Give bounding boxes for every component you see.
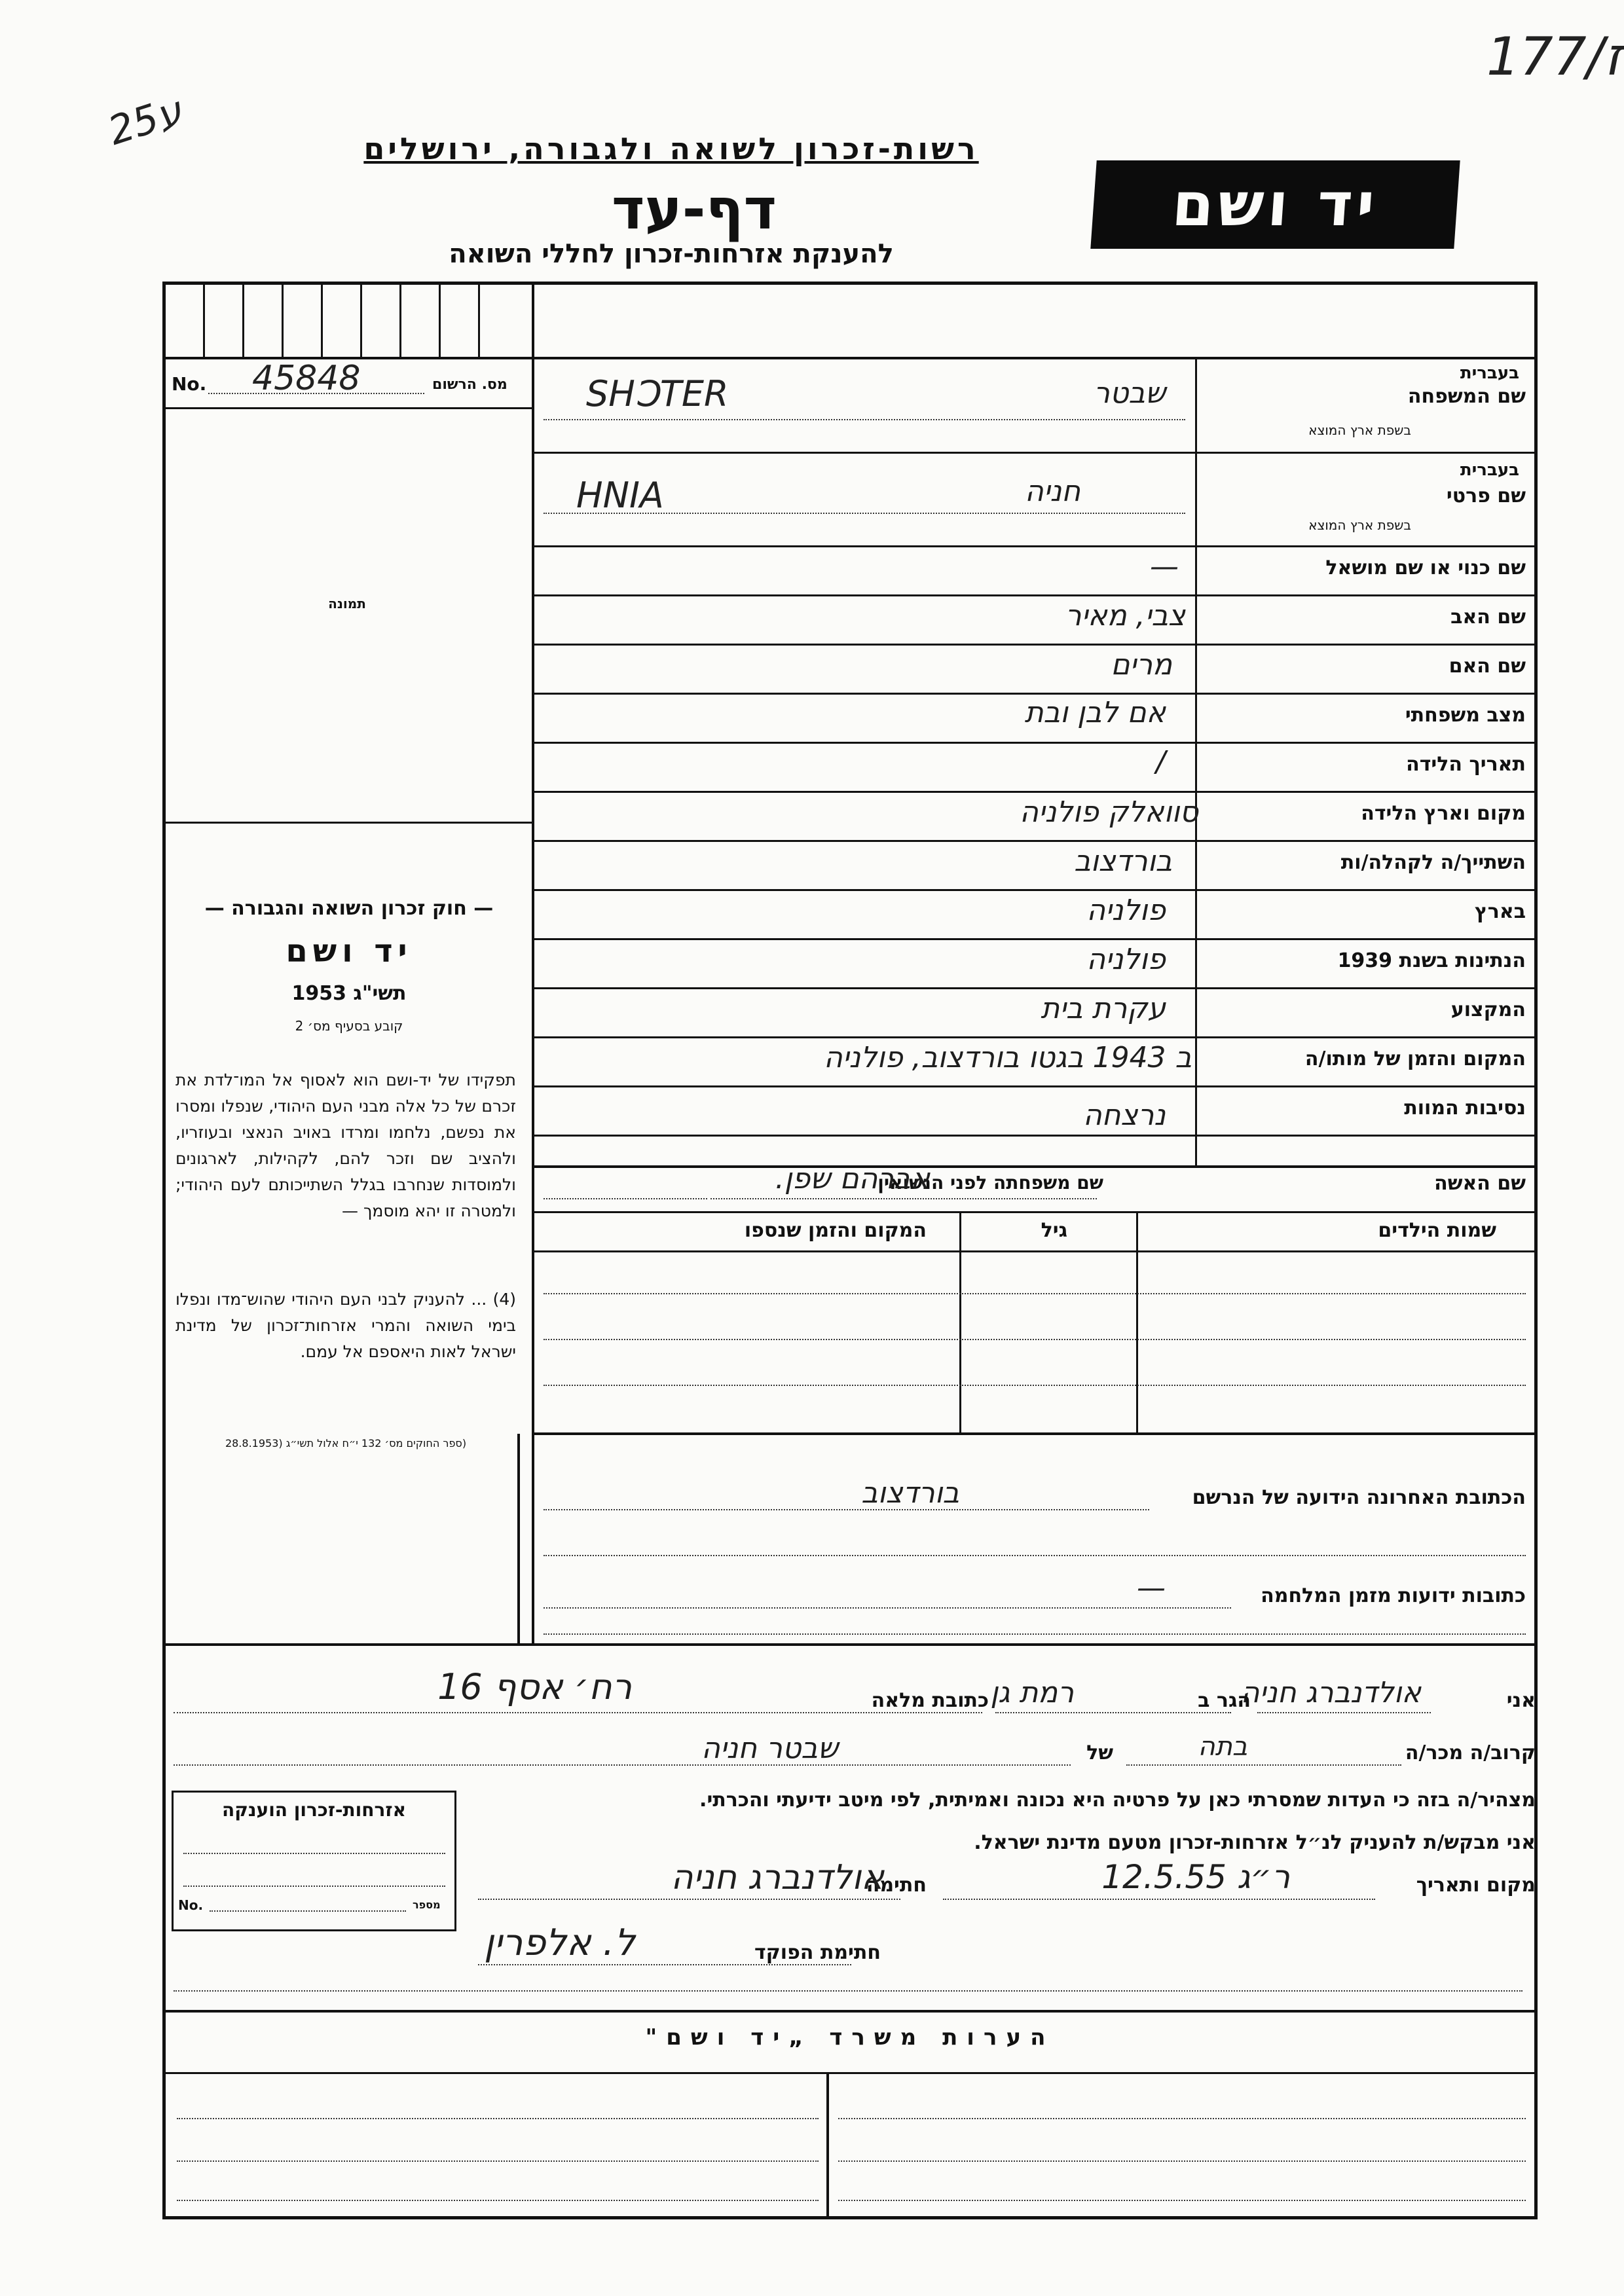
firstname-in-hebrew: בעברית xyxy=(1460,460,1519,480)
place-date-label: מקום ותאריך xyxy=(1416,1874,1536,1897)
firstname-origin-value: HNIA xyxy=(576,475,664,516)
field-value-profession: עקרת בית xyxy=(1041,992,1166,1025)
field-value-country: פולניה xyxy=(1086,894,1166,927)
field-value-marital-status: אם לבן ובת xyxy=(1024,696,1166,729)
place-date-value: ר״ג 12.5.55 xyxy=(1101,1858,1290,1896)
declaration-statement: מצהיר/ה בזה כי העדות שמסרתי כאן על פרטיה היא נכונה ואמיתית, לפי מיטב ידיעתי והכרתי. xyxy=(699,1789,1536,1812)
field-label-birth-place: מקום וארץ הלידה xyxy=(1361,802,1526,825)
firstname-label: שם פרטי xyxy=(1446,484,1526,507)
citizenship-no-he: מספר xyxy=(413,1899,441,1911)
field-label-marital-status: מצב משפחתי xyxy=(1405,704,1526,727)
citizenship-granted-title: אזרחות-זכרון הוענקה xyxy=(222,1799,406,1821)
wife-maiden-label: שם משפחתה לפני הנשואין xyxy=(877,1172,1103,1194)
field-label-father: שם האב xyxy=(1450,606,1526,629)
surname-hebrew-value: שבטר xyxy=(1094,376,1166,410)
field-value-community: בורדצוב xyxy=(1074,845,1172,878)
citizenship-request: אני מבקש/ת להעניק לנ״ל אזרחות-זכרון מטעם מדינת ישראל. xyxy=(974,1831,1536,1854)
form-subtitle: להענקת אזרחות-זכרון לחללי השואה xyxy=(449,239,894,269)
firstname-hebrew-value: חניה xyxy=(1025,475,1080,508)
field-label-profession: המקצוע xyxy=(1450,998,1526,1021)
field-label-mother: שם האם xyxy=(1449,655,1526,678)
wife-label: שם האשה xyxy=(1434,1172,1526,1195)
wife-maiden-value: אברהם שפן. xyxy=(775,1162,930,1195)
declarant-city-value: רמת גן xyxy=(990,1676,1074,1709)
clerk-signature: ל. אלפרין xyxy=(483,1922,635,1964)
declarant-full-address-label: כתובת מלאה xyxy=(871,1689,989,1712)
surname-label: שם המשפחה xyxy=(1407,385,1526,408)
field-label-community: השתייך/ה לקהלה/ות xyxy=(1340,851,1526,874)
declarant-full-address-value: רח׳ אסף 16 xyxy=(437,1666,632,1707)
registration-number: 45848 xyxy=(252,359,361,398)
last-address-label: הכתובת האחרונה הידועה של הנרשם xyxy=(1192,1486,1526,1509)
declarant-of-label: של xyxy=(1086,1741,1113,1764)
authority-title: רשות-זכרון לשואה ולגבורה, ירושלים xyxy=(363,131,979,166)
surname-in-hebrew: בעברית xyxy=(1460,363,1519,383)
law-year: תשי"ג 1953 xyxy=(291,982,407,1005)
declarant-of-value: שבטר חניה xyxy=(701,1732,838,1765)
field-label-citizenship-1939: הנתינות בשנת 1939 xyxy=(1337,949,1526,972)
children-col-names: שמות הילדים xyxy=(1378,1219,1496,1242)
field-label-nickname: שם כנוי או שם מושאל xyxy=(1325,556,1526,579)
last-address-value: בורדצוב xyxy=(861,1476,959,1510)
field-label-birth-date: תאריך הלידה xyxy=(1406,753,1526,776)
photo-label: תמונה xyxy=(328,596,366,611)
corner-mark-left: 25ע xyxy=(102,88,188,155)
registration-no-label-he: מס. הרשום xyxy=(432,376,507,393)
firstname-in-origin: בשפת ארץ המוצא xyxy=(1308,517,1411,533)
law-heading: — חוק זכרון השואה והגבורה — xyxy=(204,897,494,920)
declarant-relative-label: קרוב/ה מכר/ה xyxy=(1405,1741,1536,1764)
field-value-citizenship-1939: פולניה xyxy=(1086,943,1166,976)
field-value-birth-date: / xyxy=(1156,745,1166,778)
field-value-death-place-time: ב 1943 בגטו בורדצוב, פולניה xyxy=(824,1041,1192,1074)
law-name: יד ושם xyxy=(286,933,413,970)
corner-mark-right: 177/ז xyxy=(1486,26,1623,87)
declarant-signature: אולדנברג חניה xyxy=(671,1858,884,1897)
surname-in-origin: בשפת ארץ המוצא xyxy=(1308,422,1411,438)
office-notes-title: הערות משרד „יד ושם" xyxy=(645,2024,1055,2050)
children-col-place: המקום והזמן שנספו xyxy=(744,1219,927,1242)
declarant-name-value: אולדנברג חניה xyxy=(1240,1676,1421,1709)
field-label-country: בארץ xyxy=(1474,900,1526,923)
law-gazette: (ספר החוקים מס׳ 132 י״ח אלול תשי״ג (28.8.1953 xyxy=(225,1437,467,1449)
field-value-mother: מרים xyxy=(1111,648,1172,682)
declarant-resides-label: הגר ב xyxy=(1198,1689,1251,1712)
law-clause: קובע בסעיף מס׳ 2 xyxy=(295,1018,403,1034)
signature-label: חתימה xyxy=(866,1874,927,1897)
declarant-i-label: אני xyxy=(1506,1689,1536,1712)
field-label-death-circumstances: נסיבות המוות xyxy=(1404,1097,1526,1120)
logo-text: יד ושם xyxy=(1170,170,1381,240)
field-label-death-place-time: המקום והזמן של מותו/ה xyxy=(1304,1048,1526,1070)
surname-origin-value: SHϽTER xyxy=(586,373,729,414)
war-address-label: כתובות ידועות מזמן המלחמה xyxy=(1261,1584,1526,1607)
law-paragraph-2: (4) ... להעניק לבני העם היהודי שהוש־מדו ונפלו בימי השואה והמרי אזרחות־זכרון של מדינת ישראל לאות היאספם אל עמם. xyxy=(175,1290,516,1361)
field-value-death-circumstances: נרצחה xyxy=(1082,1099,1166,1132)
form-title: דף-עד xyxy=(611,177,777,242)
war-address-value: — xyxy=(1137,1571,1166,1605)
children-col-age: גיל xyxy=(1041,1219,1067,1242)
field-value-nickname: — xyxy=(1150,550,1179,583)
registration-no-label-en: No. xyxy=(172,373,207,395)
clerk-signature-label: חתימת הפוקד xyxy=(754,1941,881,1964)
declarant-relation-value: בתה xyxy=(1198,1732,1247,1762)
law-paragraph-1: תפקידו של יד-ושם הוא לאסוף אל המו־לדת את זכרם של כל אלה מבני העם היהודי, שנפלו ומסרו את נפשם, נלחמו ומרדו באויב הנאצי ובעוזריו, ולהציב שם וזכר להם, לקהילות, לארגונים ולמוסדות שנחרבו בגלל השתייכותם לעם היהודי; ולמטרה זו יהא מוסמך — xyxy=(175,1070,516,1220)
field-value-father: צבי, מאיר xyxy=(1065,599,1185,632)
yad-vashem-logo xyxy=(1090,160,1460,249)
field-value-birth-place: סוואלק פולניה xyxy=(1020,795,1198,829)
citizenship-no-en: No. xyxy=(178,1897,204,1913)
